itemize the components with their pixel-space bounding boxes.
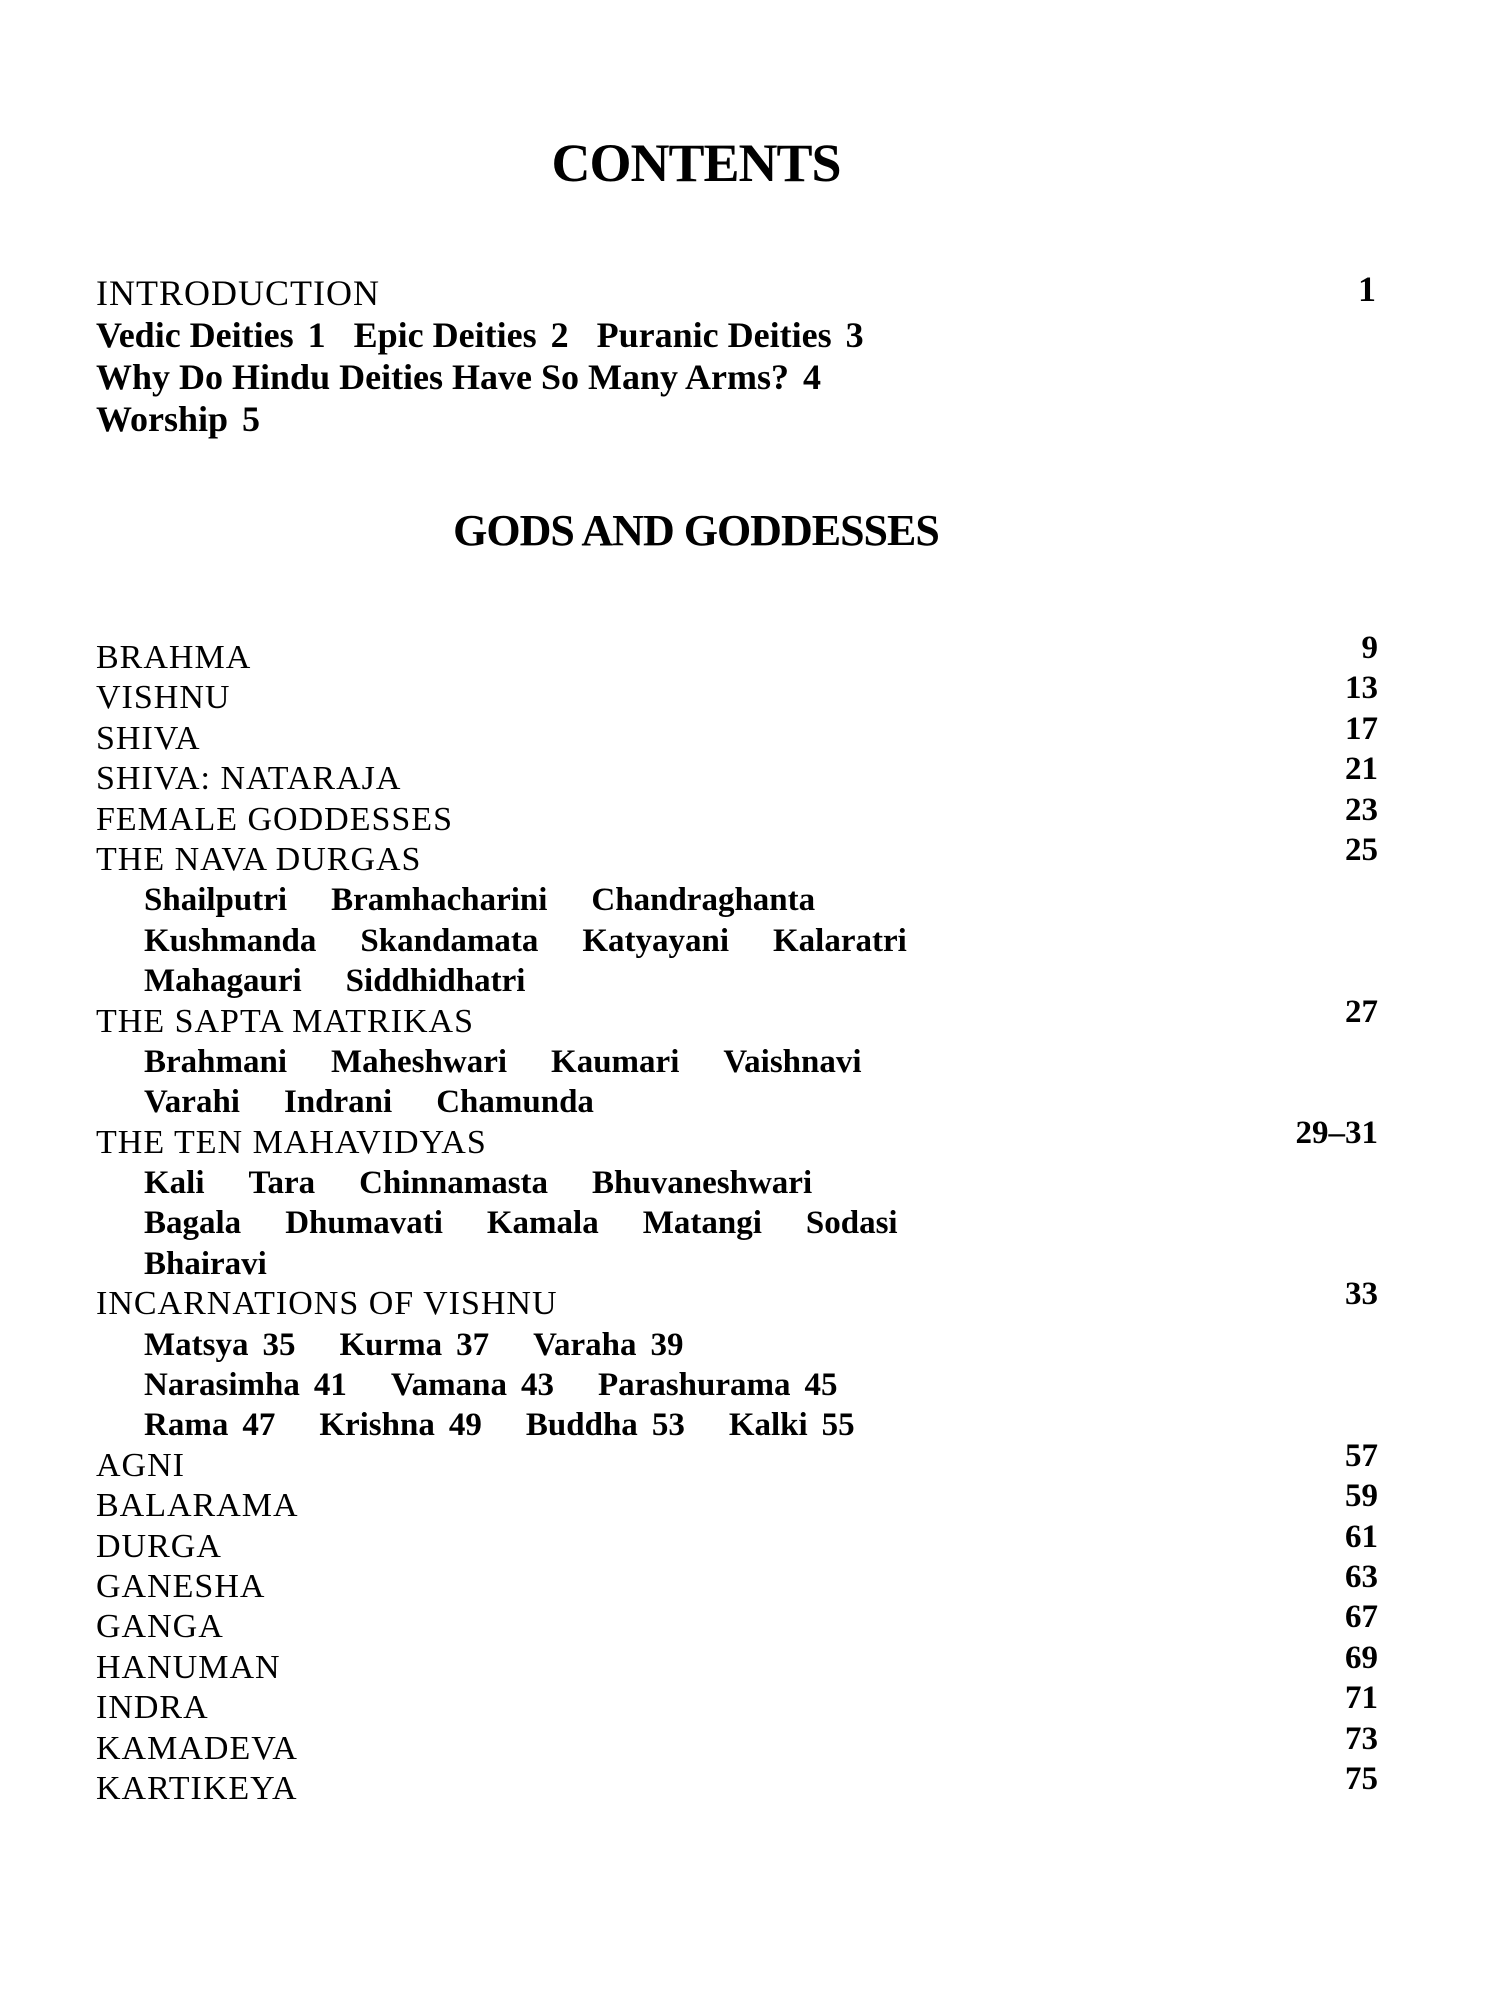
toc-entry-label: HANUMAN: [96, 1648, 281, 1686]
toc-subentry: [144, 1246, 267, 1282]
subentry-page-number: 35: [262, 1326, 296, 1363]
introduction-topic: [597, 315, 864, 355]
subentry-label: Shailputri: [144, 882, 288, 919]
page-title: CONTENTS: [551, 133, 841, 193]
toc-subentry: [806, 1205, 898, 1241]
toc-subentry: [144, 1407, 275, 1443]
subentry-label: Maheshwari: [331, 1043, 508, 1080]
subentry-label: Vamana: [390, 1367, 507, 1404]
toc-subentry: [773, 923, 907, 959]
toc-subentry: [598, 1367, 838, 1403]
toc-subentry: [360, 923, 538, 959]
toc-entry: [96, 1478, 1378, 1526]
toc-entry-label: KAMADEVA: [96, 1729, 298, 1767]
toc-entry-page-number: 9: [1361, 630, 1378, 666]
toc-subentry: [533, 1327, 683, 1363]
toc-entry-label: THE TEN MAHAVIDYAS: [96, 1123, 487, 1161]
toc-subentry-row: [96, 1203, 1378, 1243]
subentry-label: Kalki: [728, 1407, 808, 1444]
toc-subentry: [144, 1327, 295, 1363]
topic-page-number: 5: [242, 399, 261, 439]
topic-label: Why Do Hindu Deities Have So Many Arms?: [96, 357, 790, 397]
introduction-topic-row: [96, 356, 1376, 398]
toc-entry-page-number: 27: [1345, 993, 1378, 1030]
toc-subentry: [144, 1165, 205, 1201]
subentry-label: Siddhidhatri: [345, 963, 526, 1000]
toc-entry: [96, 1760, 1378, 1809]
toc-entry: [96, 1680, 1378, 1728]
subentry-label: Matsya: [144, 1326, 249, 1363]
subentry-label: Rama: [144, 1407, 229, 1444]
toc-subentry-row: [96, 921, 1378, 961]
toc-entry-label: INDRA: [96, 1689, 209, 1727]
toc-subentry-row: [96, 1365, 1378, 1405]
subentry-label: Brahmani: [144, 1043, 288, 1080]
toc-entry-label: GANESHA: [96, 1567, 266, 1605]
toc-subentry-row: [96, 1082, 1378, 1122]
toc-entry: [96, 1437, 1378, 1486]
toc-subentry: [487, 1205, 599, 1241]
topic-page-number: 1: [307, 315, 326, 355]
topic-label: Vedic Deities: [96, 315, 294, 355]
toc-subentry: [359, 1165, 548, 1201]
introduction-heading: INTRODUCTION: [96, 273, 380, 313]
toc-entry-label: SHIVA: NATARAJA: [96, 760, 402, 798]
toc-entry: [96, 751, 1378, 799]
subentry-label: Katyayani: [582, 922, 729, 959]
toc-subentry-row: [96, 1244, 1378, 1284]
toc-subentry: [729, 1407, 855, 1443]
subentry-page-number: 49: [448, 1407, 482, 1444]
toc-subentry: [144, 1367, 347, 1403]
subentry-label: Kaumari: [551, 1043, 680, 1080]
toc-subentry: [144, 1044, 287, 1080]
subentry-page-number: 41: [313, 1367, 347, 1404]
toc-entry-page-number: 29–31: [1295, 1114, 1378, 1151]
toc-subentry: [144, 1205, 241, 1241]
subentry-label: Varaha: [533, 1326, 637, 1363]
toc-subentry: [144, 1084, 240, 1120]
subentry-label: Kushmanda: [144, 922, 317, 959]
toc-entry: [96, 1599, 1378, 1647]
subentry-label: Tara: [248, 1165, 316, 1202]
subentry-label: Bramhacharini: [331, 882, 548, 919]
introduction-topic: [96, 315, 326, 355]
subentry-label: Kali: [144, 1165, 205, 1202]
toc-subentry: [331, 1044, 507, 1080]
toc-entry-label: DURGA: [96, 1527, 222, 1565]
toc-entry: [96, 670, 1378, 718]
toc-subentry: [319, 1407, 482, 1443]
toc-entry-page-number: 71: [1345, 1680, 1378, 1717]
topic-label: Puranic Deities: [596, 315, 832, 355]
toc-entry: [96, 1518, 1378, 1567]
subentry-label: Sodasi: [805, 1205, 898, 1242]
toc-subentry: [346, 963, 526, 999]
toc-entry-page-number: 61: [1345, 1518, 1378, 1555]
toc-subentry: [526, 1407, 685, 1443]
toc-subentry: [591, 882, 815, 918]
toc-entry-page-number: 21: [1345, 751, 1378, 788]
subentry-page-number: 53: [651, 1407, 685, 1444]
toc-entry-label: KARTIKEYA: [96, 1769, 298, 1807]
subentry-page-number: 55: [821, 1407, 855, 1444]
toc-subentry: [592, 1165, 812, 1201]
subentry-label: Krishna: [319, 1407, 435, 1444]
toc-subentry: [144, 963, 302, 999]
subentry-page-number: 45: [804, 1367, 838, 1404]
subentry-page-number: 43: [521, 1367, 554, 1404]
subentry-page-number: 47: [242, 1407, 276, 1444]
subentry-label: Chamunda: [436, 1084, 594, 1121]
toc-entry-page-number: 25: [1345, 831, 1378, 868]
subentry-label: Bhairavi: [144, 1245, 267, 1282]
toc-subentry: [643, 1205, 762, 1241]
toc-subentry: [551, 1044, 679, 1080]
toc-subentry: [339, 1327, 489, 1363]
introduction-topics: [96, 314, 1376, 440]
subentry-label: Varahi: [144, 1084, 240, 1121]
subentry-label: Kalaratri: [773, 922, 907, 959]
toc-entry-page-number: 73: [1345, 1720, 1378, 1757]
introduction-topic: [354, 315, 569, 355]
toc-subentry: [249, 1165, 316, 1201]
introduction-topic: [96, 357, 821, 397]
introduction-topic-row: [96, 398, 1376, 440]
toc-entry-label: INCARNATIONS OF VISHNU: [96, 1285, 558, 1323]
topic-page-number: 4: [803, 357, 822, 397]
subentry-label: Bagala: [144, 1205, 242, 1242]
topic-label: Epic Deities: [353, 315, 537, 355]
subentry-label: Chinnamasta: [359, 1165, 549, 1202]
toc-entry: [96, 710, 1378, 759]
toc-entry-page-number: 13: [1345, 670, 1378, 707]
toc-entry-label: BALARAMA: [96, 1487, 299, 1525]
subentry-label: Bhuvaneshwari: [592, 1165, 813, 1202]
toc-subentry: [436, 1084, 594, 1120]
subentry-label: Parashurama: [598, 1367, 791, 1404]
section-title: GODS AND GODDESSES: [453, 506, 939, 555]
toc-subentry: [144, 923, 316, 959]
toc-entry-label: BRAHMA: [96, 639, 252, 676]
toc-subentry-row: [96, 880, 1378, 920]
introduction-section: [96, 269, 1376, 440]
subentry-label: Chandraghanta: [591, 882, 816, 919]
toc-subentry-row: [96, 1325, 1378, 1365]
toc-subentry-row: [96, 1405, 1378, 1445]
toc-entry-page-number: 57: [1345, 1437, 1378, 1474]
toc-entry: [96, 630, 1378, 678]
subentry-label: Mahagauri: [144, 963, 302, 1000]
toc-entry: [96, 831, 1378, 880]
toc-entry-page-number: 59: [1345, 1478, 1378, 1515]
subentry-label: Kamala: [486, 1205, 599, 1242]
toc-subentry: [144, 882, 287, 918]
toc-entry-page-number: 75: [1345, 1760, 1378, 1797]
subentry-label: Indrani: [283, 1084, 393, 1121]
topic-label: Worship: [96, 399, 229, 439]
toc-entry: [96, 993, 1378, 1042]
introduction-topic-row: [96, 314, 1376, 356]
toc-subentry-row: [96, 1163, 1378, 1203]
toc-entry: [96, 1276, 1378, 1324]
subentry-page-number: 39: [650, 1326, 684, 1363]
topic-page-number: 2: [550, 315, 569, 355]
toc-entry: [96, 1720, 1378, 1769]
subentry-label: Skandamata: [360, 922, 539, 959]
subentry-label: Buddha: [525, 1407, 638, 1444]
introduction-topic: [96, 399, 260, 439]
topic-page-number: 3: [845, 315, 864, 355]
toc-entry-label: THE NAVA DURGAS: [96, 840, 422, 878]
toc-entry-label: SHIVA: [96, 719, 201, 757]
toc-subentry: [723, 1044, 861, 1080]
subentry-label: Matangi: [642, 1205, 762, 1242]
toc-entry-page-number: 17: [1345, 710, 1378, 747]
subentry-label: Dhumavati: [285, 1205, 443, 1242]
toc-subentry: [331, 882, 547, 918]
introduction-heading-row: [96, 269, 1376, 314]
introduction-page-number: 1: [1358, 269, 1376, 309]
toc-subentry: [285, 1205, 443, 1241]
toc-entry-page-number: 69: [1345, 1639, 1378, 1676]
toc-subentry-row: [96, 1042, 1378, 1082]
toc-entry-page-number: 33: [1345, 1276, 1378, 1313]
toc-entry: [96, 1558, 1378, 1607]
toc-entry-page-number: 23: [1345, 791, 1378, 828]
toc-entry-page-number: 67: [1345, 1599, 1378, 1636]
toc-entry-label: AGNI: [96, 1446, 185, 1484]
subentry-page-number: 37: [456, 1326, 490, 1363]
toc-entry: [96, 791, 1378, 840]
toc-entry: [96, 1114, 1378, 1163]
subentry-label: Narasimha: [144, 1367, 300, 1404]
toc-entry-label: VISHNU: [96, 679, 231, 717]
subentry-label: Kurma: [339, 1326, 443, 1363]
toc-entry: [96, 1639, 1378, 1688]
toc-subentry: [284, 1084, 392, 1120]
toc-entry-label: THE SAPTA MATRIKAS: [96, 1002, 474, 1040]
toc-entry-label: GANGA: [96, 1608, 224, 1646]
toc-subentry: [582, 923, 729, 959]
toc-subentry-row: [96, 961, 1378, 1001]
toc-entry-label: FEMALE GODDESSES: [96, 800, 453, 838]
toc-entry-page-number: 63: [1345, 1558, 1378, 1595]
subentry-label: Vaishnavi: [723, 1043, 862, 1080]
toc-list: [96, 630, 1378, 1809]
toc-subentry: [391, 1367, 554, 1403]
